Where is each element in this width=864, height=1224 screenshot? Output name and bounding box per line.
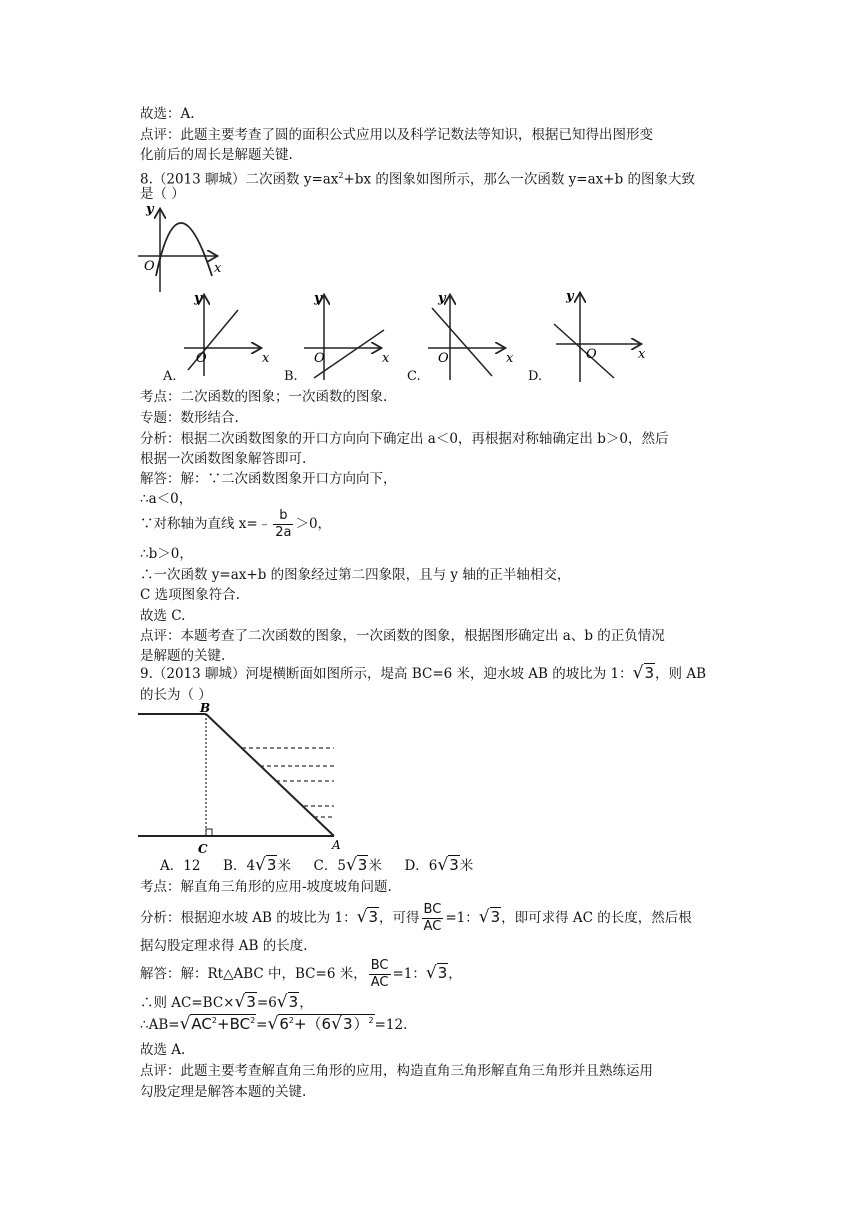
options-9 xyxy=(160,856,473,875)
fraction-bc-ac: $\frac{BC}{AC}$ xyxy=(423,902,442,934)
option-a-label[interactable]: A. xyxy=(163,369,177,384)
option-c-label[interactable]: C. xyxy=(407,369,421,384)
answer-8: 故选 C. xyxy=(140,608,186,624)
option-b-graph xyxy=(300,288,400,383)
origin-label: O xyxy=(144,259,155,274)
option-d-label[interactable]: D. xyxy=(528,369,543,384)
svg-text:x: x xyxy=(638,347,646,362)
fenxi-9b: 据勾股定理求得 AB 的长度. xyxy=(140,938,308,954)
kaodian-9: 考点：解直角三角形的应用-坡度坡角问题. xyxy=(140,879,392,895)
svg-text:O: O xyxy=(314,351,325,366)
answer-9: 故选 A. xyxy=(140,1042,186,1058)
fenxi-9a: 分析：根据迎水坡 AB 的坡比为 1：√3，可得 $\frac{BC}{AC}$ =1：√3，即可求得 AC 的长度，然后根 xyxy=(140,902,692,934)
dianping-8a: 点评：本题考查了二次函数的图象，一次函数的图象，根据图形确定出 a、b 的正负情况 xyxy=(140,628,665,644)
jieda-9a: 解答：解：Rt△ABC 中，BC=6 米， $\frac{BC}{AC}$ =1：√3， xyxy=(140,958,462,990)
comment-line: 点评：此题主要考查了圆的面积公式应用以及科学记数法等知识，根据已知得出图形变 xyxy=(140,127,653,143)
dianping-9b: 勾股定理是解答本题的关键. xyxy=(140,1084,307,1100)
option-c-graph xyxy=(424,288,524,383)
option-9-c[interactable]: C．5√3米 xyxy=(313,855,382,875)
fenxi-8a: 分析：根据二次函数图象的开口方向向下确定出 a＜0，再根据对称轴确定出 b＞0，然后 xyxy=(140,431,669,447)
svg-text:y: y xyxy=(194,291,202,306)
question-8: 8.（2013 聊城）二次函数 $y=ax^2+bx$ 的图象如图所示，那么一次函数 y=ax+b 的图象大致 xyxy=(140,171,696,188)
comment-line-2: 化前后的周长是解题关键. xyxy=(140,147,293,163)
jieda-8b: ∴a＜0， xyxy=(140,491,193,507)
svg-text:y: y xyxy=(438,291,446,306)
jieda-8f: C 选项图象符合. xyxy=(140,587,240,603)
svg-text:y: y xyxy=(566,289,574,304)
sqrt-3: √3 xyxy=(632,663,655,683)
svg-text:x: x xyxy=(382,351,390,366)
jieda-9b: ∴则 AC=BC×√3=6√3， xyxy=(140,992,313,1012)
svg-text:O: O xyxy=(586,347,597,362)
question-9-b: 的长为（ ） xyxy=(140,687,212,703)
option-9-d[interactable]: D．6√3米 xyxy=(404,855,474,875)
fenxi-8b: 根据一次函数图象解答即可. xyxy=(140,451,307,467)
point-b-label: B xyxy=(200,701,211,715)
svg-text:O: O xyxy=(438,351,449,366)
axis-x-label: x xyxy=(214,261,222,276)
dianping-9a: 点评：此题主要考查解直角三角形的应用，构造直角三角形解直角三角形并且熟练运用 xyxy=(140,1063,653,1079)
option-d-graph xyxy=(550,286,650,384)
option-b-label[interactable]: B. xyxy=(284,369,298,384)
kaodian-8: 考点：二次函数的图象；一次函数的图象. xyxy=(140,389,388,405)
question-9: 9.（2013 聊城）河堤横断面如图所示，堤高 BC=6 米，迎水坡 AB 的坡比为 1：√3，则 AB xyxy=(140,663,707,683)
svg-text:x: x xyxy=(506,351,514,366)
axis-y-label: y xyxy=(146,202,154,217)
jieda-9c: $\therefore AB=√AC^2+BC^2=√6^2+(6√3)^2=12$. xyxy=(140,1014,408,1034)
embankment-figure xyxy=(138,700,350,856)
point-c-label: C xyxy=(198,842,208,856)
point-a-label: A xyxy=(332,838,341,852)
answer-line: 故选：A. xyxy=(140,106,195,122)
parabola-figure xyxy=(136,200,226,295)
option-9-a[interactable]: A．12 xyxy=(160,858,201,874)
dianping-8b: 是解题的关键. xyxy=(140,648,226,664)
zhuanti-8: 专题：数形结合. xyxy=(140,410,239,426)
option-a-graph xyxy=(180,288,280,378)
svg-text:O: O xyxy=(196,351,207,366)
fraction-b-2a: $\frac{b}{2a}$ xyxy=(275,508,292,540)
jieda-8a: 解答：解：∵二次函数图象开口方向向下， xyxy=(140,471,397,487)
jieda-8c: ∵对称轴为直线 x=﹣ $\frac{b}{2a}$ ＞0， xyxy=(140,508,332,540)
question-8-b: 是（ ） xyxy=(140,186,185,202)
svg-text:y: y xyxy=(314,291,322,306)
jieda-8e: ∴一次函数 y=ax+b 的图象经过第二四象限，且与 y 轴的正半轴相交， xyxy=(140,567,571,583)
svg-text:x: x xyxy=(262,351,270,366)
jieda-8d: ∴b＞0， xyxy=(140,546,193,562)
option-9-b[interactable]: B．4√3米 xyxy=(223,855,291,875)
